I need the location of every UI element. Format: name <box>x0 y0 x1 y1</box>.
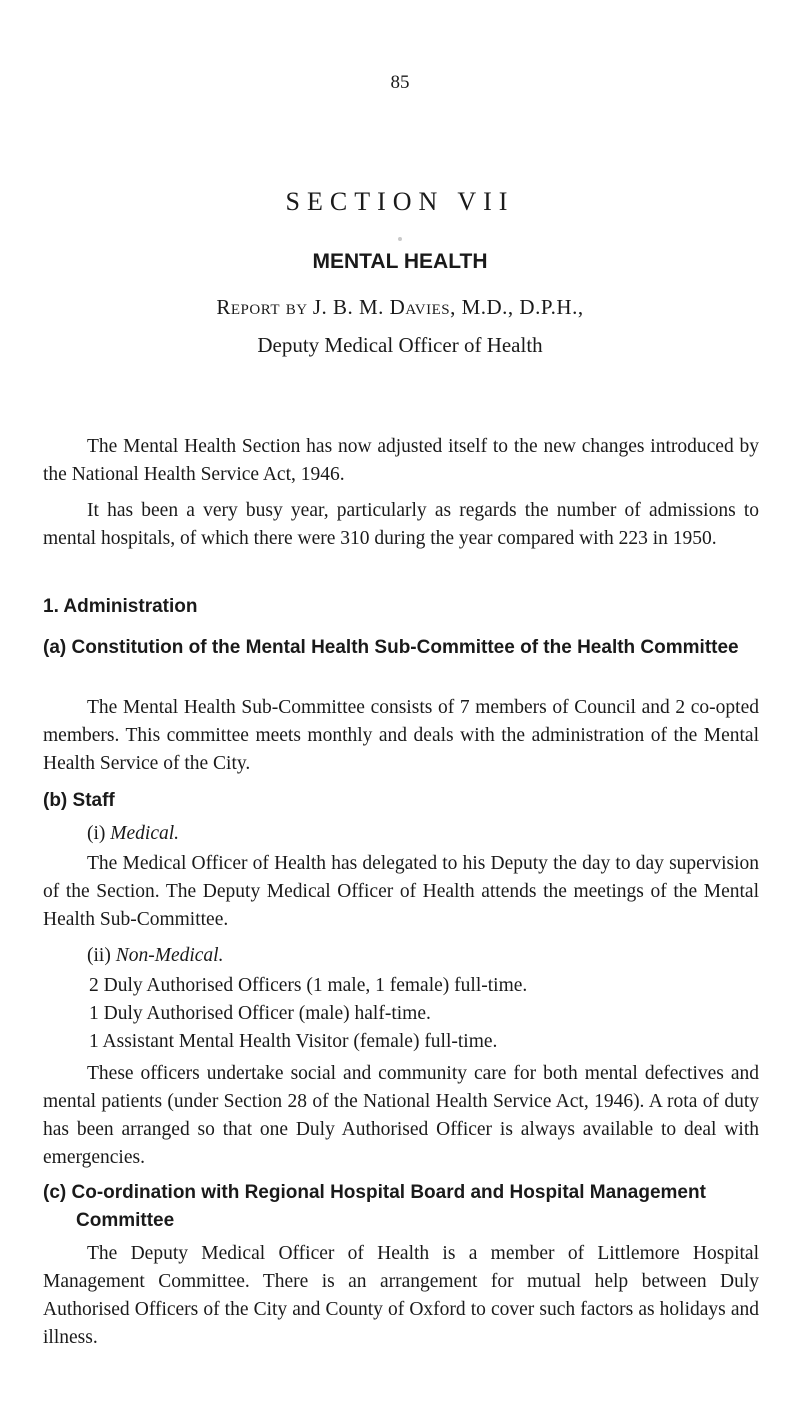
main-title: MENTAL HEALTH <box>312 250 488 273</box>
intro-paragraph-2: It has been a very busy year, particularly as regards the number of admissions to mental hospitals, of which there were 310 during the year compared with 223 in 1950. <box>43 500 759 549</box>
author-title: Deputy Medical Officer of Health <box>257 333 543 357</box>
report-byline <box>0 295 800 320</box>
section-title: SECTION VII <box>285 187 515 216</box>
page-number: 85 <box>390 72 410 93</box>
report-author: J. B. M. Davies, M.D., D.P.H., <box>312 295 584 319</box>
intro-paragraph-1: The Mental Health Section has now adjusted itself to the new changes introduced by the National Health Service Act, 1946. <box>43 436 759 485</box>
medical-subheading <box>87 820 179 848</box>
report-prefix: Report by <box>216 295 308 319</box>
medical-paragraph: The Medical Officer of Health has delegated to his Deputy the day to day supervision of the Section. The Deputy Medical Officer of Health attends the meetings of the Mental Health Sub-Committee. <box>43 853 759 930</box>
coordination-paragraph: The Deputy Medical Officer of Health is a member of Littlemore Hospital Management Committee. There is an arrangement for mutual help between Duly Authorised Officers of the City and County of Oxford to cover such factors as holidays and illness. <box>43 1243 759 1348</box>
non-medical-paragraph: These officers undertake social and community care for both mental defectives and mental patients (under Section 28 of the National Health Service Act, 1946). A rota of duty has been arranged so that one Duly Authorised Officer is always available to deal with emergencies. <box>43 1063 759 1168</box>
medical-number: (i) <box>87 823 106 844</box>
non-medical-label: Non-Medical. <box>115 945 224 966</box>
constitution-heading: (a) Constitution of the Mental Health Sub-Committee of the Health Committee <box>43 637 739 658</box>
staff-line-1: 2 Duly Authorised Officers (1 male, 1 female) full-time. <box>89 975 528 996</box>
coordination-heading: (c) Co-ordination with Regional Hospital Board and Hospital Management Committee <box>43 1182 706 1231</box>
non-medical-number: (ii) <box>87 945 111 966</box>
administration-heading: 1. Administration <box>43 596 198 617</box>
ornament-dot <box>398 237 402 241</box>
staff-line-3: 1 Assistant Mental Health Visitor (female) full-time. <box>89 1031 498 1052</box>
non-medical-subheading <box>87 942 223 970</box>
staff-line-2: 1 Duly Authorised Officer (male) half-time. <box>89 1003 431 1024</box>
medical-label: Medical. <box>110 823 180 844</box>
staff-heading: (b) Staff <box>43 790 115 811</box>
constitution-paragraph: The Mental Health Sub-Committee consists of 7 members of Council and 2 co-opted members. This committee meets monthly and deals with the administration of the Mental Health Service of the City. <box>43 697 759 774</box>
